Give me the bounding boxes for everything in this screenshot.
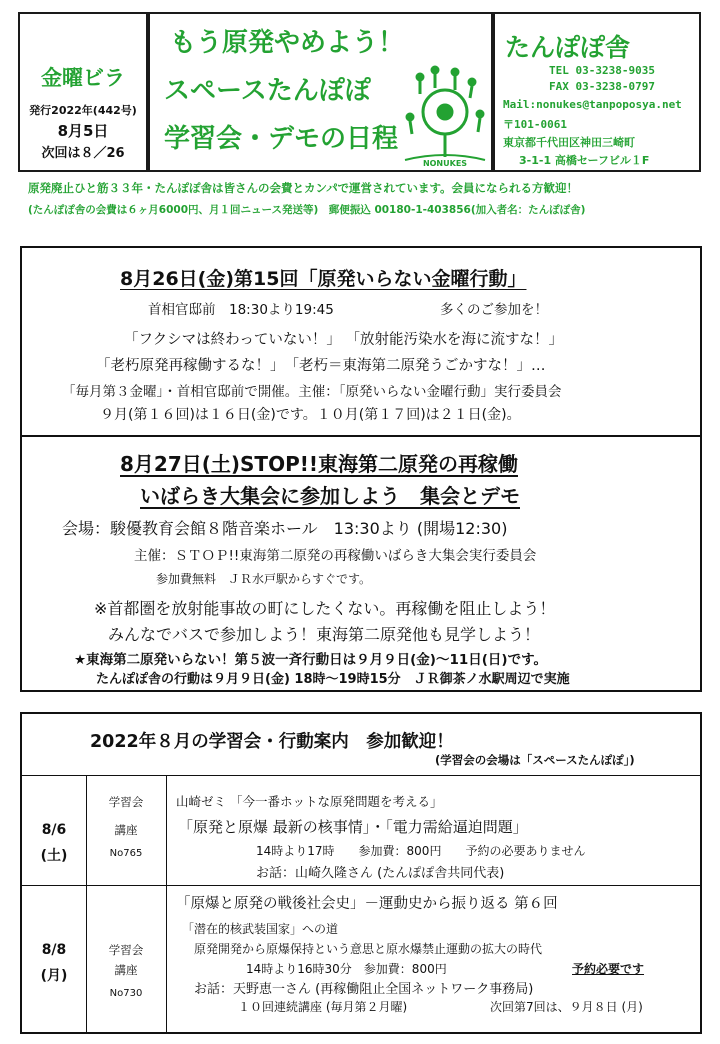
event2-fee: 参加費無料 ＪＲ水戸駅からすぐです。 bbox=[156, 572, 372, 586]
schedule-title: 2022年８月の学習会・行動案内 参加歓迎！ bbox=[90, 732, 454, 752]
row2-category-2: 講座 bbox=[114, 963, 138, 977]
event1-host: 「毎月第３金曜」・首相官邸前で開催。主催：「原発いらない金曜行動」実行委員会 bbox=[62, 384, 562, 400]
event1-slogan-1: 「フクシマは終わっていない！」 「放射能汚染水を海に流すな！」 bbox=[124, 332, 564, 348]
contact-mail: Mail:nonukes@tanpoposya.net bbox=[503, 98, 682, 111]
dandelion-protest-logo-icon bbox=[400, 62, 490, 167]
row1-line-1: 山崎ゼミ 「今一番ホットな原発問題を考える」 bbox=[176, 794, 443, 809]
event1-title: 8月26日(金)第15回「原発いらない金曜行動」 bbox=[120, 268, 527, 290]
row1-category-2: 講座 bbox=[114, 823, 138, 837]
issue-date: 8月5日 bbox=[57, 122, 109, 140]
next-issue: 次回は８／26 bbox=[41, 146, 125, 161]
row2-reservation-note: 予約必要です bbox=[572, 962, 645, 976]
schedule-venue-note: (学習会の会場は「スペースたんぽぽ」) bbox=[435, 753, 635, 767]
event1-slogan-2: 「老朽原発再稼働するな！」 「老朽＝東海第二原発うごかすな！」… bbox=[96, 358, 546, 374]
row2-line-7: 次回第7回は、９月８日 (月) bbox=[490, 1000, 643, 1014]
schedule-header-line bbox=[20, 775, 702, 776]
row2-day: (月) bbox=[40, 968, 68, 984]
membership-banner: 原発廃止ひと筋３３年・たんぽぽ舎は皆さんの会費とカンパで運営されています。会員になられる方歓迎！ bbox=[28, 181, 579, 195]
header-issue-box bbox=[18, 12, 148, 172]
schedule-col-divider-2 bbox=[166, 775, 167, 1034]
events-divider bbox=[20, 435, 702, 437]
row2-line-6: １０回連続講座 (毎月第２月曜) bbox=[238, 1000, 408, 1014]
headline-line-1: もう原発やめよう！ bbox=[170, 28, 405, 58]
row2-number: No730 bbox=[109, 988, 143, 999]
row2-line-4: 14時より16時30分 参加費：800円 bbox=[246, 962, 447, 976]
event2-action-days: ★東海第二原発いらない！第５波一斉行動日は９月９日(金)～11日(日)です。 bbox=[74, 652, 547, 668]
row2-line-3: 原発開発から原爆保持という意思と原水爆禁止運動の拡大の時代 bbox=[194, 942, 543, 956]
row2-category: 学習会 bbox=[108, 943, 144, 957]
row2-line-1: 「原爆と原発の戦後社会史」－運動史から振り返る 第６回 bbox=[176, 896, 558, 912]
event2-title-1: 8月27日(土)STOP!!東海第二原発の再稼働 bbox=[120, 452, 518, 476]
event1-next-dates: ９月(第１６回)は１６日(金)です。１０月(第１７回)は２１日(金)。 bbox=[100, 407, 521, 423]
row1-line-2: 「原発と原爆 最新の核事情」・「電力需給逼迫問題」 bbox=[178, 818, 528, 836]
row1-date: 8/6 bbox=[41, 822, 67, 838]
flyer-type-title: 金曜ビラ bbox=[41, 66, 125, 90]
row2-line-2: 「潜在的核武装国家」への道 bbox=[182, 922, 339, 936]
row1-line-3: 14時より17時 参加費：800円 予約の必要ありません bbox=[256, 844, 586, 858]
row2-line-5: お話：天野恵一さん (再稼働阻止全国ネットワーク事務局) bbox=[194, 982, 534, 997]
contact-fax: FAX 03-3238-0797 bbox=[549, 80, 655, 93]
contact-address-1: 東京都千代田区神田三崎町 bbox=[503, 136, 635, 149]
row1-day: (土) bbox=[40, 848, 68, 864]
event2-venue: 会場：駿優教育会館８階音楽ホール 13:30より (開場12:30) bbox=[62, 519, 508, 538]
contact-zip: 〒101-0061 bbox=[503, 118, 567, 131]
event2-host: 主催：ＳＴＯＰ!!東海第二原発の再稼働いばらき大集会実行委員会 bbox=[134, 548, 537, 564]
row1-category: 学習会 bbox=[108, 795, 144, 809]
row2-date: 8/8 bbox=[41, 942, 67, 958]
event2-tanpopo-action: たんぽぽ舎の行動は９月９日(金) 18時～19時15分 ＪＲ御茶ノ水駅周辺で実施 bbox=[96, 672, 570, 687]
header-contact-box bbox=[493, 12, 701, 172]
row1-line-4: お話：山崎久隆さん (たんぽぽ舎共同代表) bbox=[256, 866, 505, 881]
issue-number: 発行2022年(442号) bbox=[29, 104, 137, 117]
contact-address-2: 3-1-1 高橋セーフビル１F bbox=[519, 154, 650, 167]
header-headline-box bbox=[148, 12, 493, 172]
row1-number: No765 bbox=[109, 848, 143, 859]
organization-name: たんぽぽ舎 bbox=[505, 33, 631, 62]
event2-appeal-2: みんなでバスで参加しよう！東海第二原発他も見学しよう！ bbox=[108, 625, 541, 644]
membership-fee-note: (たんぽぽ舎の会費は６ヶ月6000円、月１回ニュース発送等) 郵便振込 00180-1-403856(加入者名：たんぽぽ舎) bbox=[28, 204, 586, 216]
contact-tel: TEL 03-3238-9035 bbox=[549, 64, 655, 77]
logo-text: NONUKES bbox=[422, 159, 468, 167]
event2-appeal-1: ※首都圏を放射能事故の町にしたくない。再稼働を阻止しよう！ bbox=[94, 599, 556, 618]
schedule-row-divider bbox=[20, 885, 702, 886]
event1-place-time: 首相官邸前 18:30より19:45 bbox=[148, 302, 334, 318]
headline-line-2: スペースたんぽぽ bbox=[164, 76, 371, 106]
event1-invite: 多くのご参加を！ bbox=[440, 302, 548, 318]
headline-line-3: 学習会・デモの日程 bbox=[164, 124, 399, 154]
event2-title-2: いばらき大集会に参加しよう 集会とデモ bbox=[140, 484, 520, 508]
